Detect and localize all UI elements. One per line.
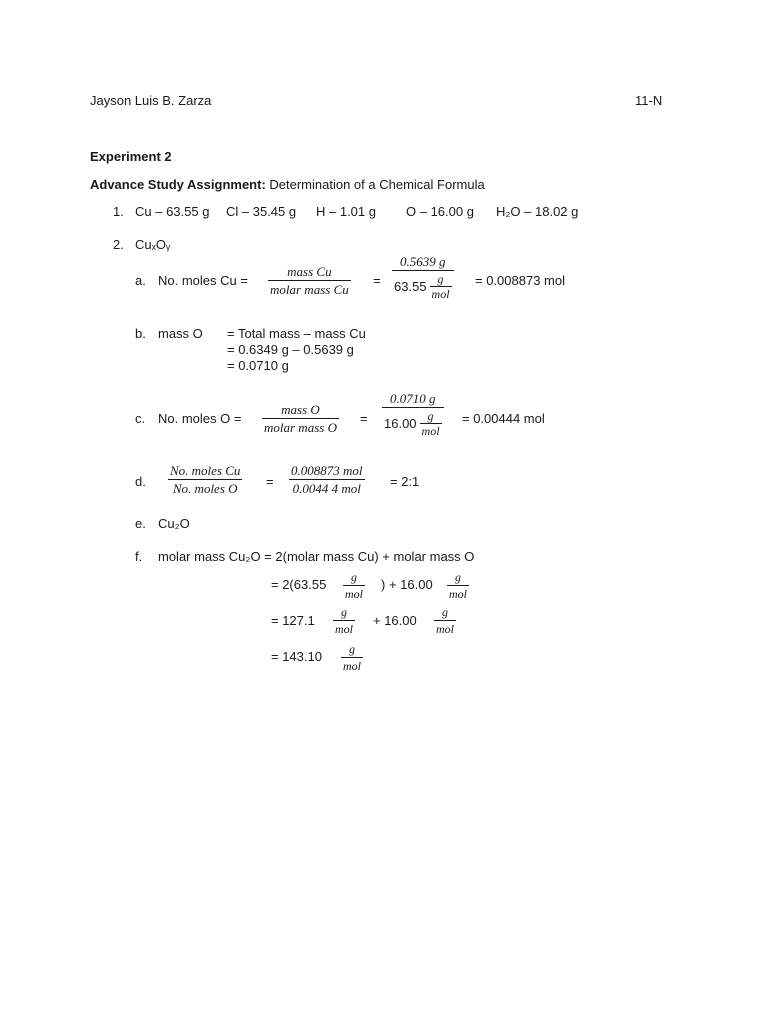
q2f-line3-b: + 16.00 [373,613,417,628]
unit-numerator: g [427,409,434,423]
q1-number: 1. [113,204,124,219]
q2a-value-fraction [392,255,454,300]
q2f-letter: f. [135,549,143,564]
q2c-lhs: No. moles O = [158,411,242,426]
q2d-formula-numerator: No. moles Cu [170,463,241,478]
assignment-heading [90,178,485,191]
q2c-unit-fraction [420,410,442,437]
section-label: 11-N [635,93,663,108]
q2a-formula-fraction [268,265,351,296]
unit-numerator: g [341,605,347,619]
q2c-formula-fraction [262,403,339,434]
unit-denominator: mol [449,587,467,601]
q2-number: 2. [113,237,124,252]
unit-denominator: mol [421,424,440,438]
unit-denominator: mol [436,622,454,636]
q2f-line2-unit2 [447,571,469,600]
q2f-line1: molar mass Cu₂O = 2(molar mass Cu) + molar mass O [158,549,475,564]
q2c-formula-numerator: mass O [281,402,320,417]
q2f-line2-unit1 [343,571,365,600]
q1-h: H – 1.01 g [316,204,376,219]
q1-cu: Cu – 63.55 g [135,204,210,219]
q2e-letter: e. [135,516,146,531]
q2b-line1: = Total mass – mass Cu [227,326,366,341]
q1-o: O – 16.00 g [406,204,474,219]
q2a-formula-numerator: mass Cu [287,264,332,279]
q2a-equals: = [373,273,381,288]
q2d-value-fraction [289,464,365,495]
unit-denominator: mol [431,287,450,301]
q2f-line3-a: = 127.1 [271,613,315,628]
q1-h2o: H₂O – 18.02 g [496,204,579,219]
q2e-answer: Cu₂O [158,516,190,531]
q2a-lhs: No. moles Cu = [158,273,248,288]
q2a-value-denominator [392,271,454,300]
q2c-result: = 0.00444 mol [462,411,545,426]
unit-numerator: g [437,272,444,286]
q2f-line2-b: ) + 16.00 [381,577,433,592]
q2a-unit-fraction [430,273,452,300]
q2d-value-denominator: 0.0044 4 mol [292,481,361,496]
q2c-equals: = [360,411,368,426]
student-name: Jayson Luis B. Zarza [90,93,212,108]
experiment-title: Experiment 2 [90,149,172,164]
q2c-formula-denominator: molar mass O [264,420,337,435]
q2-formula: CuₓOᵧ [135,237,171,252]
unit-numerator: g [351,570,357,584]
unit-numerator: g [349,642,355,656]
q2d-letter: d. [135,474,146,489]
q2b-line2: = 0.6349 g – 0.5639 g [227,342,354,357]
unit-numerator: g [455,570,461,584]
unit-numerator: g [442,605,448,619]
q2b-letter: b. [135,326,146,341]
q2c-value-denominator [382,408,444,437]
unit-denominator: mol [345,587,363,601]
q2d-equals: = [266,474,274,489]
q2c-value-numerator: 0.0710 g [390,391,436,406]
unit-denominator: mol [335,622,353,636]
q2b-line3: = 0.0710 g [227,358,289,373]
q2f-line3-unit2 [434,606,456,635]
q2d-value-numerator: 0.008873 mol [291,463,363,478]
q2f-line4-a: = 143.10 [271,649,322,664]
q2c-value-fraction [382,392,444,437]
q2c-letter: c. [135,411,146,426]
q2f-line4-unit [341,643,363,672]
q2c-molar-mass: 16.00 [384,416,417,431]
q2f-line2-a: = 2(63.55 [271,577,327,592]
q2a-result: = 0.008873 mol [475,273,565,288]
q2f-line3-unit1 [333,606,355,635]
q2b-lhs: mass O [158,326,203,341]
q1-cl: Cl – 35.45 g [226,204,297,219]
q2d-formula-denominator: No. moles O [172,481,238,496]
unit-denominator: mol [343,659,361,673]
assignment-topic: Determination of a Chemical Formula [265,177,485,192]
q2a-value-numerator: 0.5639 g [400,254,446,269]
q2d-result: = 2:1 [390,474,420,489]
assignment-label: Advance Study Assignment: [90,177,266,192]
q2a-letter: a. [135,273,146,288]
q2a-molar-mass: 63.55 [394,279,427,294]
q2d-formula-fraction [168,464,242,495]
q2a-formula-denominator: molar mass Cu [270,282,349,297]
